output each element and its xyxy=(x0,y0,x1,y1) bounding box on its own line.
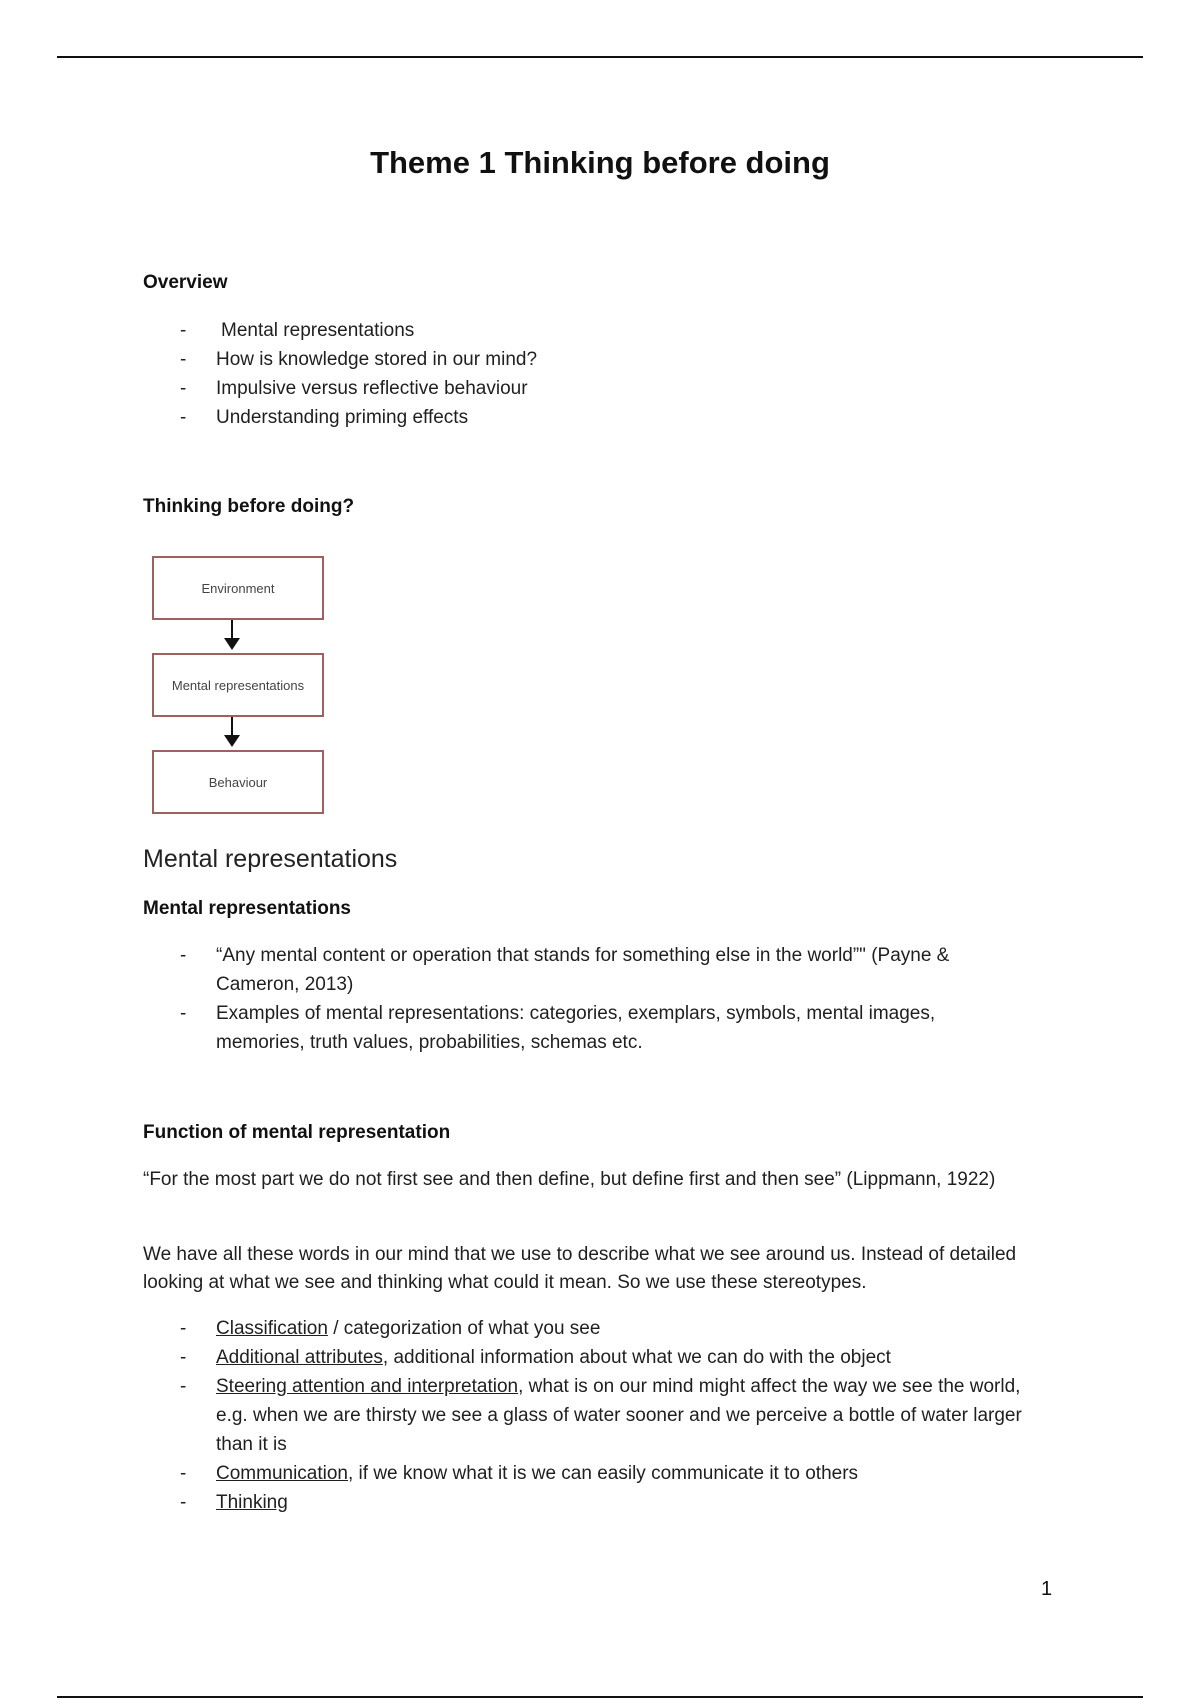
bullet: - xyxy=(180,945,187,966)
lippmann-quote: “For the most part we do not first see and then define, but define first and then see” (Lippmann, 1922) xyxy=(143,1169,996,1190)
footer-rule xyxy=(57,1696,1143,1698)
thinking-heading: Thinking before doing? xyxy=(143,496,355,517)
flow-diagram xyxy=(148,555,328,820)
bullet: - xyxy=(180,1463,187,1484)
page-number: 1 xyxy=(1041,1578,1053,1600)
page-title: Theme 1 Thinking before doing xyxy=(370,145,830,180)
function-heading: Function of mental representation xyxy=(143,1122,451,1143)
list-item xyxy=(143,941,1023,999)
bullet: - xyxy=(180,1376,187,1397)
list-item xyxy=(143,316,537,345)
overview-list xyxy=(143,316,537,432)
list-item xyxy=(143,1488,1043,1517)
list-item-text: / categorization of what you see xyxy=(327,1318,601,1339)
list-item xyxy=(143,1343,1043,1372)
list-item-term: Additional attributes xyxy=(216,1347,383,1368)
list-item-term: Classification xyxy=(216,1318,328,1339)
list-item-text: , if we know what it is we can easily communicate it to others xyxy=(348,1463,859,1484)
list-item xyxy=(143,1372,1043,1459)
list-item-text: Mental representations xyxy=(221,320,415,341)
diagram-box-behaviour: Behaviour xyxy=(152,750,324,814)
diagram-box-mental-representations: Mental representations xyxy=(152,653,324,717)
bullet: - xyxy=(180,1318,187,1339)
list-item-text: Examples of mental representations: categories, exemplars, symbols, mental images, memories, truth values, probabilities, schemas etc. xyxy=(216,1003,936,1053)
list-item-text: , what is on our mind might affect the way we see the world, e.g. when we are thirsty we see a glass of water sooner and we perceive a bottle of water larger than it is xyxy=(216,1376,1022,1455)
list-item-text: , additional information about what we can do with the object xyxy=(382,1347,891,1368)
list-item xyxy=(143,1314,1043,1343)
header-rule xyxy=(57,56,1143,58)
arrow-down-icon xyxy=(224,735,240,747)
list-item-text: Impulsive versus reflective behaviour xyxy=(216,378,528,399)
list-item-term: Thinking xyxy=(216,1492,288,1513)
stereotypes-paragraph: We have all these words in our mind that we use to describe what we see around us. Instead of detailed looking at what we see and thinking what could it mean. So we use these stereotypes. xyxy=(143,1244,1017,1293)
diagram-box-environment: Environment xyxy=(152,556,324,620)
list-item-text: Understanding priming effects xyxy=(216,407,469,428)
diagram-arrow-line xyxy=(231,717,233,737)
bullet: - xyxy=(180,1492,187,1513)
list-item-text: “Any mental content or operation that stands for something else in the world”" (Payne & Cameron, 2013) xyxy=(216,945,950,995)
function-list xyxy=(143,1314,1043,1517)
overview-heading: Overview xyxy=(143,272,228,293)
mental-representations-list xyxy=(143,941,1023,1057)
list-item xyxy=(143,403,537,432)
list-item xyxy=(143,345,537,374)
list-item xyxy=(143,999,1023,1057)
section-heading: Mental representations xyxy=(143,845,398,873)
bullet: - xyxy=(180,1003,187,1024)
bullet: - xyxy=(180,349,187,370)
bullet: - xyxy=(180,407,187,428)
bullet: - xyxy=(180,1347,187,1368)
list-item xyxy=(143,1459,1043,1488)
list-item-text: How is knowledge stored in our mind? xyxy=(216,349,538,370)
arrow-down-icon xyxy=(224,638,240,650)
diagram-arrow-line xyxy=(231,620,233,640)
bullet: - xyxy=(180,378,187,399)
section-subheading: Mental representations xyxy=(143,898,351,919)
list-item-term: Steering attention and interpretation xyxy=(216,1376,519,1397)
list-item-term: Communication xyxy=(216,1463,348,1484)
list-item xyxy=(143,374,537,403)
bullet: - xyxy=(180,320,187,341)
